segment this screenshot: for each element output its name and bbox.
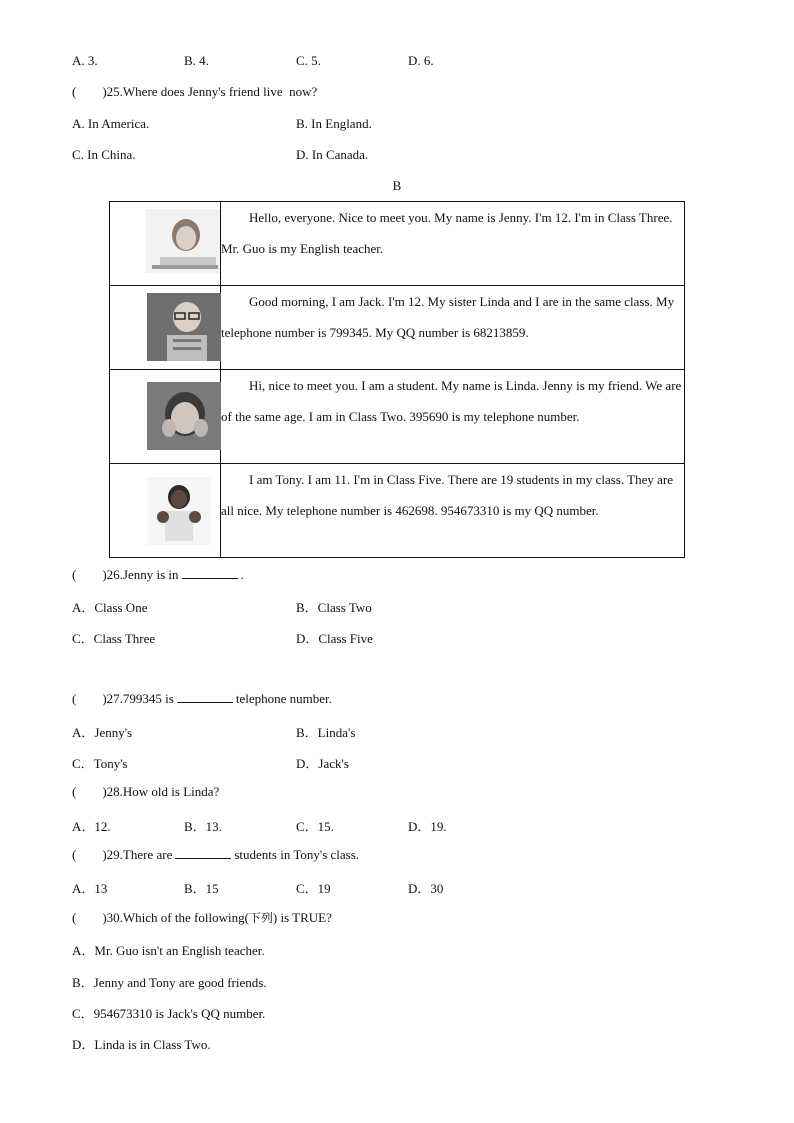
q27-option-b: B．Linda's [296, 725, 356, 740]
q25-question: ( )25.Where does Jenny's friend live now? [72, 84, 318, 99]
q30-end: ) is TRUE? [272, 910, 332, 925]
q30-stem: ( )30.Which of the following( [72, 910, 249, 925]
q27-option-c: C．Tony's [72, 756, 128, 771]
passage-jack: Good morning, I am Jack. I'm 12. My sister Linda and I are in the same class. My telephone number is 799345. My QQ number is 68213859. [221, 286, 685, 370]
q27-option-a: A．Jenny's [72, 725, 133, 740]
q28-option-a: A．12. [72, 819, 111, 834]
q25-option-b: B. In England. [296, 116, 372, 131]
q25-option-a: A. In America. [72, 116, 150, 131]
q30-option-a: A．Mr. Guo isn't an English teacher. [72, 943, 265, 958]
q25-option-c: C. In China. [72, 147, 136, 162]
photo-cell-linda [110, 370, 221, 464]
passage-linda: Hi, nice to meet you. I am a student. My name is Linda. Jenny is my friend. We are of the same age. I am in Class Two. 395690 is my telephone number. [221, 370, 685, 464]
q29-option-b: B．15 [184, 881, 219, 896]
photo-cell-jack [110, 286, 221, 370]
q24-option-a: A. 3. [72, 53, 98, 68]
q26-option-d: D．Class Five [296, 631, 373, 646]
q28-option-b: B．13. [184, 819, 222, 834]
q28-option-d: D．19. [408, 819, 447, 834]
q28-question: ( )28.How old is Linda? [72, 784, 220, 799]
q30-option-b: B．Jenny and Tony are good friends. [72, 975, 267, 990]
q26-stem: ( )26.Jenny is in [72, 567, 179, 582]
photo-cell-jenny [110, 202, 221, 286]
answer-blank[interactable] [175, 848, 231, 859]
q29-option-d: D．30 [408, 881, 444, 896]
q29-end: students in Tony's class. [234, 847, 360, 862]
boy-with-glasses-photo [147, 293, 221, 361]
q29-question [72, 847, 359, 863]
q29-option-c: C．19 [296, 881, 331, 896]
q25-option-d: D. In Canada. [296, 147, 369, 162]
q26-option-a: A．Class One [72, 600, 148, 615]
passage-table [109, 201, 685, 558]
q29-option-a: A．13 [72, 881, 108, 896]
passage-jenny: Hello, everyone. Nice to meet you. My name is Jenny. I'm 12. I'm in Class Three. Mr. Guo is my English teacher. [221, 202, 685, 286]
q27-option-d: D．Jack's [296, 756, 349, 771]
q26-question [72, 567, 244, 583]
q27-end: telephone number. [235, 691, 332, 706]
answer-blank[interactable] [182, 568, 238, 579]
q27-question [72, 691, 332, 707]
passage-tony: I am Tony. I am 11. I'm in Class Five. There are 19 students in my class. They are all nice. My telephone number is 462698. 954673310 is my QQ number. [221, 464, 685, 558]
q28-option-c: C．15. [296, 819, 334, 834]
q30-question [72, 909, 332, 926]
girl-hands-on-face-photo [147, 382, 221, 450]
answer-blank[interactable] [177, 692, 233, 703]
section-b-heading: B [392, 178, 402, 193]
q30-option-d: D．Linda is in Class Two. [72, 1037, 211, 1052]
q26-option-c: C．Class Three [72, 631, 156, 646]
photo-cell-tony [110, 464, 221, 558]
q26-end: . [240, 567, 244, 582]
q26-option-b: B．Class Two [296, 600, 372, 615]
girl-reading-photo [146, 209, 220, 273]
q24-option-d: D. 6. [408, 53, 434, 68]
boy-fists-photo [147, 477, 211, 545]
q24-option-c: C. 5. [296, 53, 321, 68]
q24-option-b: B. 4. [184, 53, 209, 68]
q30-chinese-gloss: 下列 [248, 911, 273, 925]
q29-stem: ( )29.There are [72, 847, 173, 862]
q27-stem: ( )27.799345 is [72, 691, 174, 706]
q30-option-c: C．954673310 is Jack's QQ number. [72, 1006, 266, 1021]
